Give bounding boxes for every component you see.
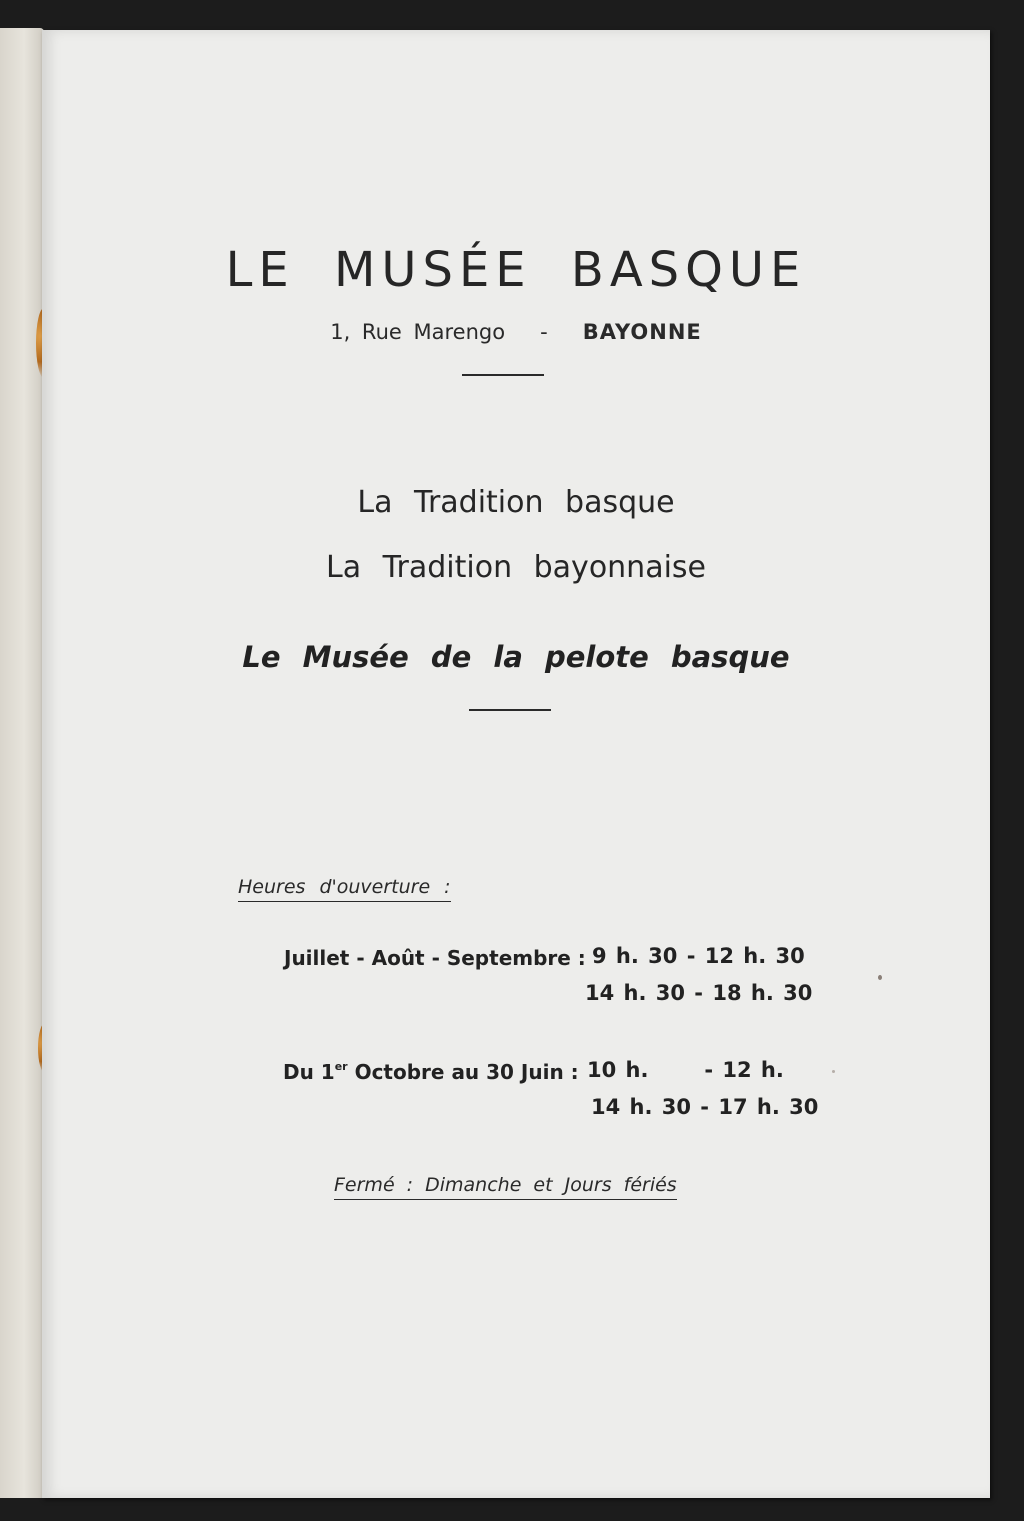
theme-line-basque: La Tradition basque	[357, 485, 675, 520]
winter-slot-afternoon: 14 h. 30 - 17 h. 30	[591, 1095, 819, 1119]
closed-days-note: Fermé : Dimanche et Jours fériés	[334, 1174, 677, 1200]
summer-slot-afternoon: 14 h. 30 - 18 h. 30	[585, 981, 813, 1005]
opening-hours-heading: Heures d'ouverture :	[238, 876, 451, 902]
left-page-edge	[0, 28, 44, 1498]
divider-bottom	[469, 709, 551, 711]
divider-top	[462, 374, 544, 376]
address-separator: -	[540, 320, 548, 344]
address-line	[42, 320, 990, 344]
theme-line-pelote: Le Musée de la pelote basque	[242, 640, 790, 674]
winter-slot-morning: 10 h. - 12 h.	[587, 1058, 784, 1082]
paper-speck	[878, 975, 882, 980]
summer-slot-morning: 9 h. 30 - 12 h. 30	[592, 944, 805, 968]
page-title: LE MUSÉE BASQUE	[225, 242, 807, 298]
address-city: BAYONNE	[582, 320, 702, 344]
address-street: 1, Rue Marengo	[330, 320, 506, 344]
winter-label-superscript: er	[334, 1060, 348, 1073]
summer-label: Juillet - Août - Septembre :	[284, 946, 586, 970]
theme-line-bayonnaise: La Tradition bayonnaise	[325, 550, 706, 585]
winter-label	[283, 1060, 579, 1084]
winter-label-suffix: Octobre au 30 Juin :	[347, 1060, 579, 1084]
document-page	[42, 30, 990, 1498]
winter-label-prefix: Du 1	[283, 1060, 335, 1084]
paper-speck-small	[832, 1070, 835, 1073]
